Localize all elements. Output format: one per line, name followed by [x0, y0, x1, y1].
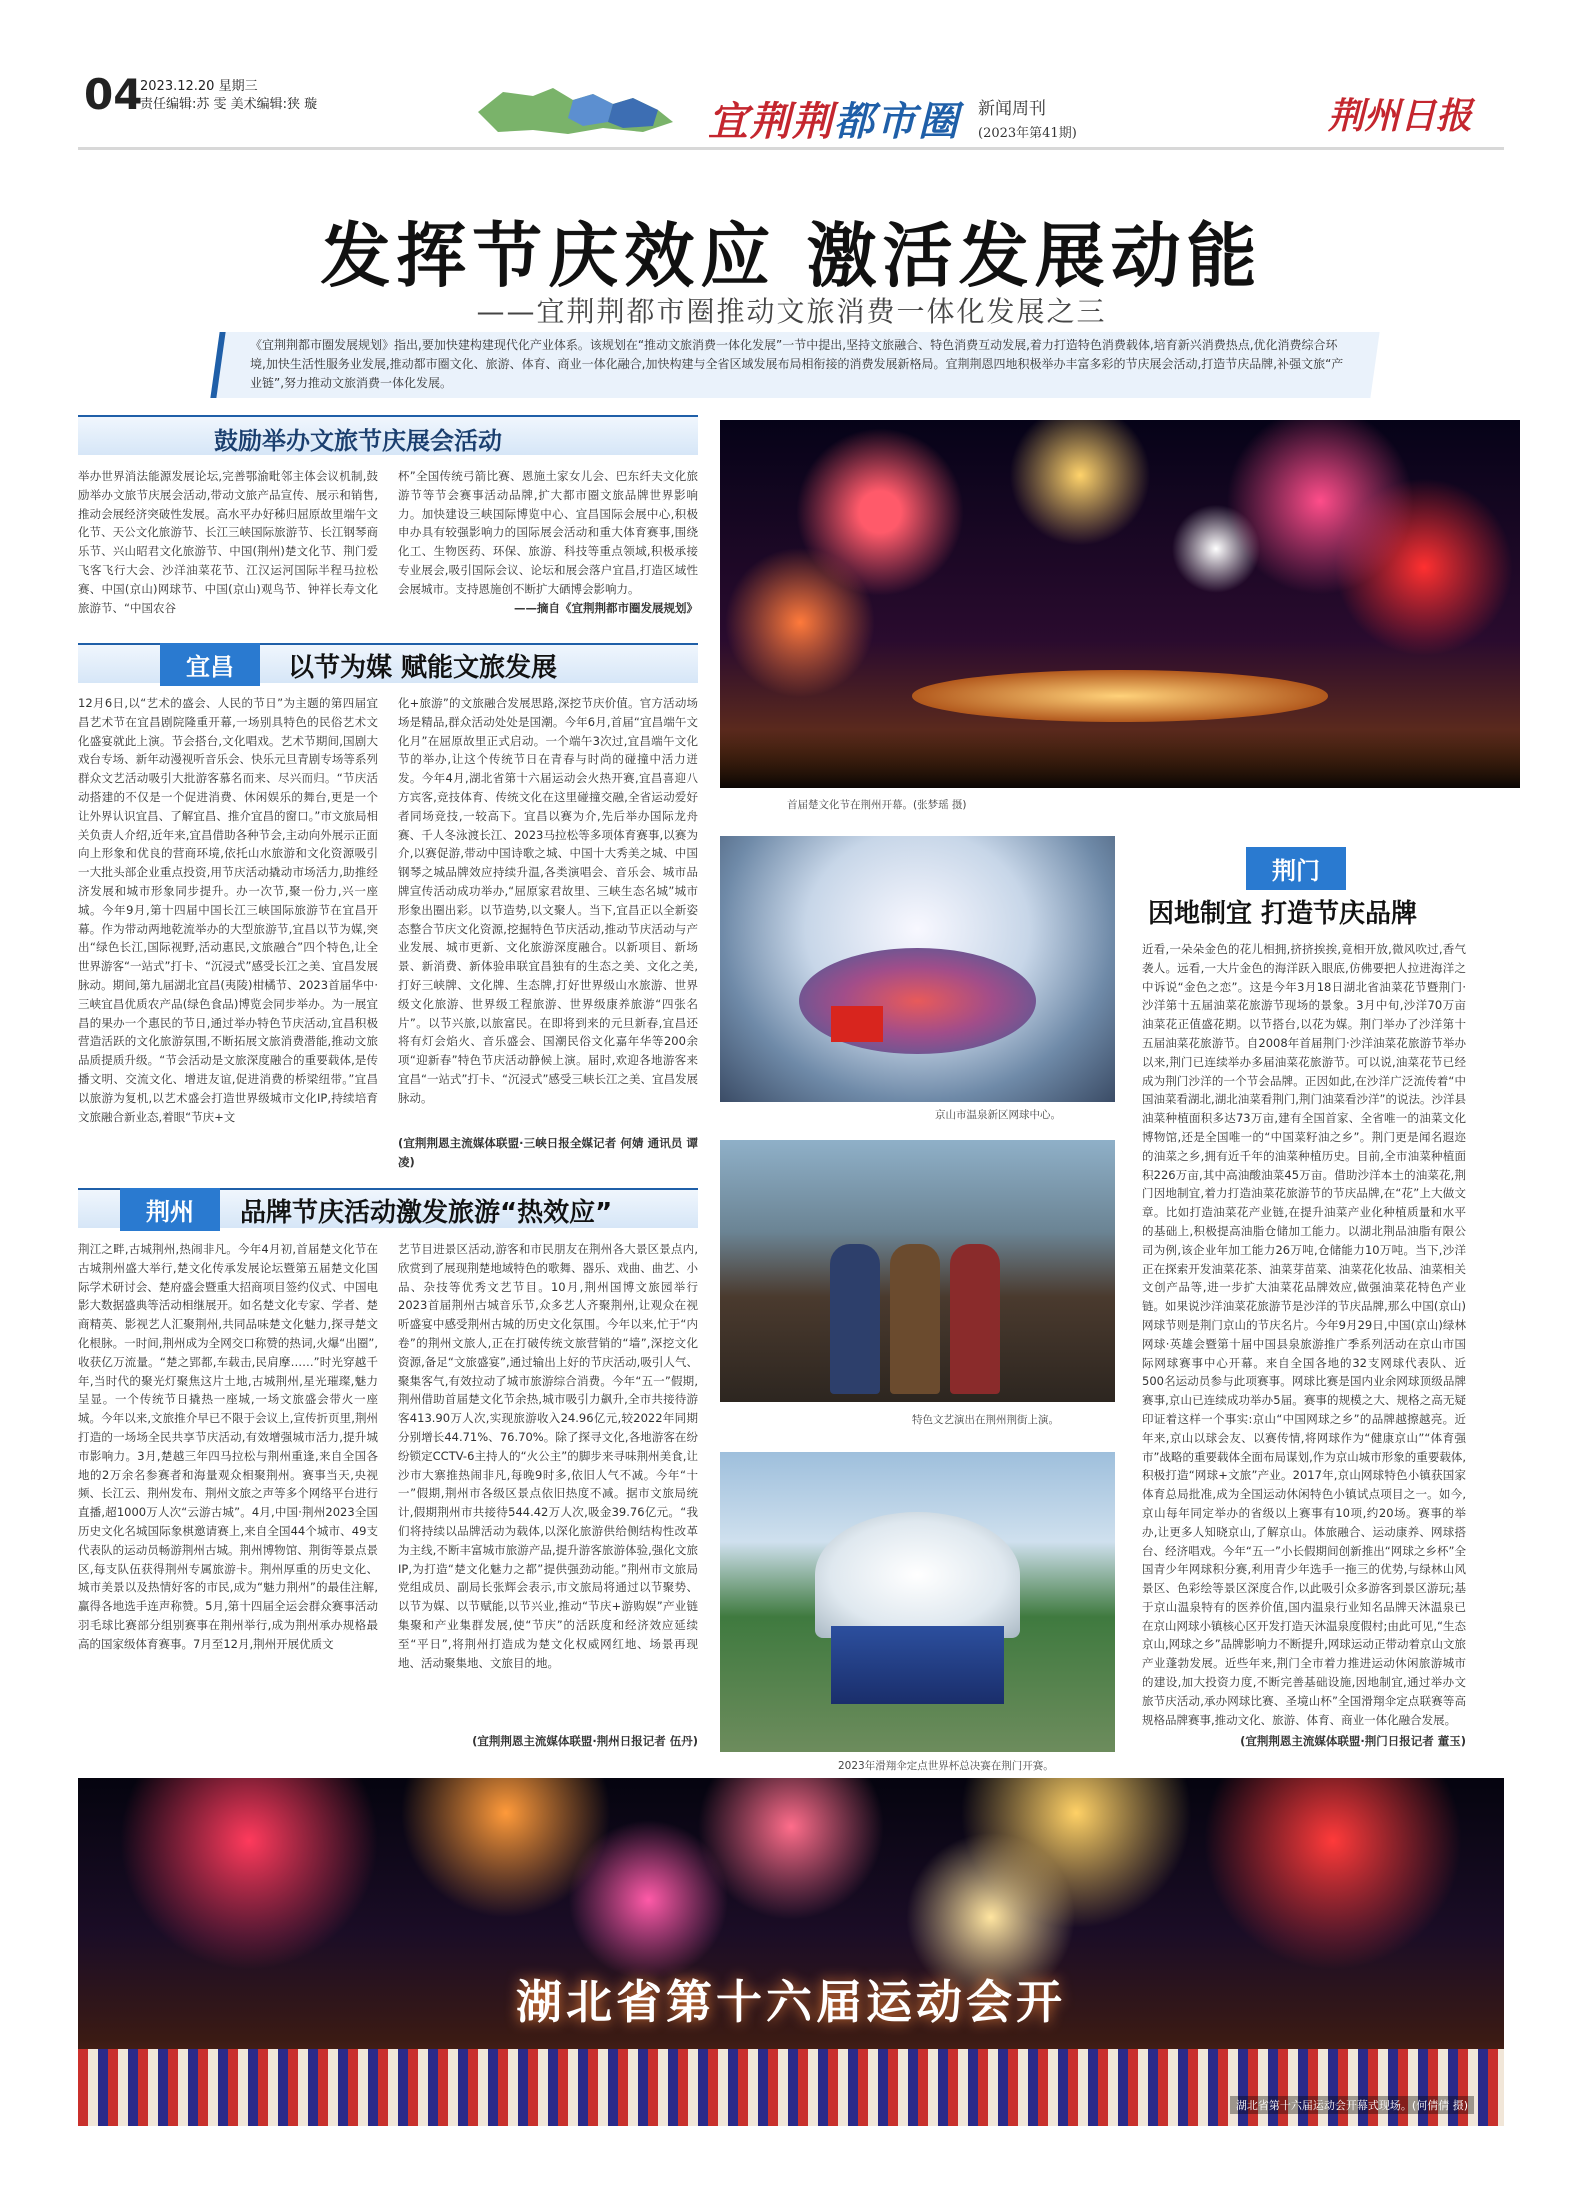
performer-figure — [890, 1244, 940, 1394]
games-banner-text: 湖北省第十六届运动会开 — [516, 1974, 1066, 2029]
jingmen-col: 近看,一朵朵金色的花儿相拥,挤挤挨挨,竟相开放,微风吹过,香气袭人。远看,一大片金色的海洋跃入眼底,仿佛要把人拉进海洋之中诉说“金色之恋”。这是今年3月18日湖北省油菜花节暨荆门·沙洋第十五届油菜花旅游节现场的景象。3月中旬,沙洋70万亩油菜花正值盛花期。以节搭台,以花为媒。荆门举办了沙洋第十五届油菜花旅游节。自2008年首届荆门·沙洋油菜花旅游节举办以来,荆门已连续举办多届油菜花旅游节。可以说,油菜花节已经成为荆门沙洋的一个节会品牌。正因如此,在沙洋广泛流传着“中国油菜看湖北,湖北油菜看荆门,荆门油菜看沙洋”的说法。沙洋县油菜种植面积多达73万亩,建有全国首家、全省唯一的油菜文化博物馆,还是全国唯一的“中国菜籽油之乡”。荆门更是闻名遐迩的油菜之乡,拥有近千年的油菜种植历史。目前,全市油菜种植面积226万亩,其中高油酸油菜45万亩。借助沙洋本土的油菜花,荆门因地制宜,着力打造油菜花旅游节的节庆品牌,在“花”上大做文章。比如打造油菜花产业链,在提升油菜产业化种植质量和水平的基础上,积极提高油脂仓储加工能力。以湖北荆品油脂有限公司为例,该企业年加工能力26万吨,仓储能力10万吨。当下,沙洋正在探索开发油菜花茶、油菜芽苗菜、油菜花化妆品、油菜相关文创产品等,进一步扩大油菜花品牌效应,做强油菜花特色产业链。如果说沙洋油菜花旅游节是沙洋的节庆品牌,那么中国(京山)网球节则是荆门京山的节庆名片。今年9月29日,中国(京山)绿林网球·英雄会暨第十届中国县泉旅游推广季系列活动在京山市国际网球赛事中心开幕。来自全国各地的32支网球代表队、近500名运动员参与此项赛事。网球比赛是国内业余网球顶级品牌赛事,京山已连续成功举办5届。赛事的规模之大、规格之高无疑印证着这样一个事实:京山“中国网球之乡”的品牌越擦越亮。近年来,京山以球会友、以赛传情,将网球作为“健康京山”“体育强市”战略的重要载体全面布局谋划,作为京山城市形象的重要载体,积极打造“网球+文旅”产业。2017年,京山网球特色小镇获国家体育总局批准,成为全国运动休闲特色小镇试点项目之一。如今,京山每年同定举办的省级以上赛事有10项,约20场。赛事的举办,让更多人知晓京山,了解京山。体旅融合、运动康养、网球搭台、经济唱戏。今年“五一”小长假期间创新推出“网球之乡杯”全国青少年网球积分赛,利用青少年选手一拖三的优势,与绿林山风景区、色彩绘等景区深度合作,以此吸引众多游客到景区游玩;基于京山温泉特有的医养价值,国内温泉行业知名品牌天沐温泉已在京山网球小镇核心区开发打造天沐温泉度假村;由此可见,“生态京山,网球之乡”品牌影响力不断提升,网球运动正带动着京山文旅产业蓬勃发展。近些年来,荆门全市着力推进运动休闲旅游城市的建设,加大投资力度,不断完善基础设施,因地制宜,通过举办文旅节庆活动,承办网球比赛、圣境山杯”全国滑翔伞定点联赛等高规格品牌赛事,推动文化、旅游、体育、商业一体化融合发展。 — [1142, 942, 1466, 1727]
brand-blue: 都市圈 — [834, 98, 960, 145]
photo-paragliding-final — [720, 1452, 1115, 1752]
newspaper-logo: 荆州日报 — [1328, 95, 1473, 137]
tag-jingmen: 荆门 — [1246, 847, 1346, 890]
date-line: 2023.12.20 星期三 — [140, 79, 258, 94]
region-map-icon — [473, 82, 683, 138]
caption-photo-1: 首届楚文化节在荆州开幕。(张梦瑶 摄) — [787, 799, 967, 811]
column-brand — [708, 90, 960, 147]
flag-icon — [831, 1006, 883, 1042]
sub-headline: ——宜荆荆都市圈推动文旅消费一体化发展之三 — [476, 295, 1107, 328]
event-stage — [831, 1626, 1005, 1704]
photo-chu-culture-festival — [720, 420, 1520, 788]
stage-glow — [912, 670, 1328, 722]
title-jingmen: 因地制宜 打造节庆品牌 — [1148, 899, 1418, 929]
title-yichang: 以节为媒 赋能文旅发展 — [288, 653, 558, 683]
editors-line: 责任编辑:苏 雯 美术编辑:狭 璇 — [140, 97, 318, 112]
intro-text: 《宜荆荆都市圈发展规划》指出,要加快建构建现代化产业体系。该规划在“推动文旅消费一体化发展”一节中提出,坚持文旅融合、特色消费互动发展,着力打造特色消费载体,培育新兴消费热点,优化消费综合环境,加快生活性服务业发展,推动都市圈文化、旅游、体育、商业一体化融合,加快构建与全省区域发展布局相衔接的消费发展新格局。宜荆荆恩四地积极举办丰富多彩的节庆展会活动,打造节庆品牌,补强文旅“产业链”,努力推动文旅消费一体化发展。 — [250, 338, 1344, 390]
photo-tennis-center — [720, 836, 1115, 1102]
plan-source: ——摘自《宜荆荆都市圈发展规划》 — [514, 601, 698, 615]
jingmen-byline: (宜荆荆恩主流媒体联盟·荆门日报记者 董玉) — [1240, 1734, 1466, 1748]
crowd-silhouette — [720, 729, 1520, 788]
yichang-col-2: 化+旅游”的文旅融合发展思路,深挖节庆价值。官方活动场场是精品,群众活动处处是国潮。今年6月,首届“宜昌端午文化月”在屈原故里正式启动。一个端午3次过,宜昌端午文化节的举办,让这个传统节日在青春与时尚的碰撞中活力迸发。今年4月,湖北省第十六届运动会火热开赛,宜昌喜迎八方宾客,竞技体育、传统文化在这里碰撞交融,全省运动爱好者同场竞技,一较高下。宜昌以赛为介,先后举办国际龙舟赛、千人冬泳渡长江、2023马拉松等多项体育赛事,以赛为介,以赛促游,带动中国诗歌之城、中国十大秀美之城、中国钢琴之城品牌效应持续升温,各类演唱会、音乐会、城市品牌宣传活动成功举办,“屈原家君故里、三峡生态名城”城市形象出圈出彩。以节造势,以文聚人。当下,宜昌正以全新姿态整合节庆文化资源,挖掘特色节庆活动,推动节庆活动与产业发展、城市更新、文化旅游深度融合。以新项目、新场景、新消费、新体验串联宜昌独有的生态之美、文化之美,打好三峡牌、文化牌、生态牌,打好世界级山水旅游、世界级文化旅游、世界级工程旅游、世界级康养旅游“四张名片”。以节兴旅,以旅富民。在即将到来的元旦新春,宜昌还将有灯会焰火、音乐盛会、国潮民俗文化嘉年华等200余项“迎新春”特色节庆活动静候上演。届时,欢迎各地游客来宜昌“一站式”打卡、“沉浸式”感受三峡长江之美、宜昌发展脉动。 — [398, 696, 698, 1105]
tag-jingzhou: 荆州 — [120, 1188, 220, 1231]
performer-figure — [830, 1244, 880, 1394]
athletes-crowd — [78, 2049, 1504, 2126]
main-headline: 发挥节庆效应 激活发展动能 — [320, 215, 1263, 297]
brand-red: 宜荆荆 — [708, 98, 834, 145]
jingzhou-col-1: 荆江之畔,古城荆州,热闹非凡。今年4月初,首届楚文化节在古城荆州盛大举行,楚文化传承发展论坛暨第五届楚文化国际学术研讨会、楚府盛会暨重大招商项目签约仪式、中国电影大数据盛典等活动相继展开。如名楚文化专家、学者、楚商精英、影视艺人汇聚荆州,共同品味楚文化魅力,探寻楚文化根脉。一时间,荆州成为全网交口称赞的热词,火爆“出圈”,收获亿万流量。“楚之郢都,车载击,民肩摩……”时光穿越千年,当时代的聚光灯聚焦这片土地,古城荆州,星光璀璨,魅力呈显。一个传统节日撬热一座城,一场文旅盛会带火一座城。今年以来,文旅推介早已不限于会议上,宣传折页里,荆州打造的一场场全民共享节庆活动,有效增强城市活力,提升城市影响力。3月,楚越三年四马拉松与荆州重逢,来自全国各地的2万余名参赛者和海量观众相聚荆州。赛事当天,央视频、长江云、荆州发布、荆州文旅之声等多个网络平台进行直播,超1000万人次“云游古城”。4月,中国·荆州2023全国历史文化名城国际象棋邀请赛上,来自全国44个城市、49支代表队的运动员畅游荆州古城。荆州博物馆、荆街等景点景区,每支队伍获得荆州专属旅游卡。荆州厚重的历史文化、城市美景以及热情好客的市民,成为“魅力荆州”的最佳注解,赢得各地选手连声称赞。5月,第十四届全运会群众赛事活动羽毛球比赛部分组别赛事在荆州举行,成为荆州承办规格最高的国家级体育赛事。7月至12月,荆州开展优质文 — [78, 1242, 378, 1651]
yichang-byline: (宜荆荆恩主流媒体联盟·三峡日报全媒记者 何婧 通讯员 谭凌) — [398, 1136, 698, 1169]
title-jingzhou: 品牌节庆活动激发旅游“热效应” — [240, 1198, 613, 1228]
caption-photo-3: 特色文艺演出在荆州荆街上演。 — [912, 1414, 1059, 1426]
photo-street-performance — [720, 1140, 1115, 1402]
plan-col-1: 举办世界消法能源发展论坛,完善鄂渝毗邻主体会议机制,鼓励举办文旅节庆展会活动,带动文旅产品宣传、展示和销售,推动会展经济突破性发展。高水平办好秭归屈原故里端午文化节、天公文化旅游节、长江三峡国际旅游节、长江钢琴商乐节、兴山昭君文化旅游节、中国(荆州)楚文化节、荆门爱飞客飞行大会、沙洋油菜花节、江汉运河国际半程马拉松赛、中国(京山)网球节、中国(京山)观鸟节、钟祥长寿文化旅游节、“中国农谷 — [78, 469, 378, 615]
tag-yichang: 宜昌 — [160, 643, 260, 686]
plan-col-2: 杯”全国传统弓箭比赛、恩施土家女儿会、巴东纤夫文化旅游节等节会赛事活动品牌,扩大都市圈文旅品牌世界影响力。加快建设三峡国际博览中心、宜昌国际会展中心,积极申办具有较强影响力的国际展会活动和重大体育赛事,围绕化工、生物医药、环保、旅游、科技等重点领域,积极承接专业展会,吸引国际会议、论坛和展会落户宜昌,打造区域性会展城市。支持恩施创不断扩大硒博会影响力。 — [398, 469, 698, 596]
weekly-label: 新闻周刊 — [978, 99, 1046, 119]
page-meta — [140, 78, 317, 114]
photo-provincial-games-opening — [78, 1778, 1504, 2126]
yichang-col-1: 12月6日,以“艺术的盛会、人民的节日”为主题的第四届宜昌艺术节在宜昌剧院隆重开幕,一场别具特色的民俗艺术文化盛宴就此上演。节会搭台,文化唱戏。艺术节期间,国剧大戏台专场、新年动漫视听音乐会、快乐元旦青剧专场等系列群众文艺活动吸引大批游客慕名而来、尽兴而归。“节庆活动搭建的不仅是一个促进消费、休闲娱乐的舞台,更是一个让外界认识宜昌、了解宜昌、推介宜昌的窗口。”市文旅局相关负责人介绍,近年来,宜昌借助各种节会,主动向外展示正面向上形象和优良的营商环境,依托山水旅游和文化资源吸引一大批头部企业重点投资,用节庆活动撬动市场活力,助推经济发展和城市形象同步提升。办一次节,聚一份力,兴一座城。今年9月,第十四届中国长江三峡国际旅游节在宜昌开幕。作为带动两地乾流举办的大型旅游节,宜昌以节为媒,突出“绿色长江,国际视野,活动惠民,文旅融合”四个特色,让全世界游客“一站式”打卡、“沉浸式”感受长江之美、宜昌发展脉动。期间,第九届湖北宜昌(夷陵)柑橘节、2023首届华中·三峡宜昌优质农产品(绿色食品)博览会同步举办。为一展宜昌的果办一个惠民的节日,通过举办特色节庆活动,宜昌积极营造活跃的文化旅游氛围,不断拓展文旅消费潜能,推动文旅品质提质升级。“节会活动是文旅深度融合的重要载体,是传播文明、交流文化、增进友谊,促进消费的桥梁纽带。”宜昌以旅游为复机,以艺术盛会打造世界级城市文化IP,持续培育文旅融合新业态,着眼“节庆+文 — [78, 696, 378, 1124]
jingzhou-col-2: 艺节目进景区活动,游客和市民朋友在荆州各大景区景点内,欣赏到了展现荆楚地域特色的歌舞、器乐、戏曲、曲艺、小品、杂技等优秀文艺节目。10月,荆州国博文旅园举行2023首届荆州古城音乐节,众多艺人齐聚荆州,让观众在视听盛宴中感受荆州古城的历史文化氛围。今年以来,忙于“内卷”的荆州文旅人,正在打破传统文旅营销的“墙”,深挖文化资源,备足“文旅盛宴”,通过输出上好的节庆活动,吸引人气、聚集客气,有效拉动了城市旅游综合消费。今年“五一”假期,荆州借助首届楚文化节余热,城市吸引力飙升,全市共接待游客413.90万人次,实现旅游收入24.96亿元,较2022年同期分别增长44.71%、76.70%。除了探寻文化,各地游客在纷纷锁定CCTV-6主持人的“火公主”的脚步来寻味荆州美食,让沙市大寨推热闹非凡,每晚9时多,依旧人气不减。今年“十一”假期,荆州市各级区景点依旧热度不减。据市文旅局统计,假期荆州市共接待544.42万人次,吸金39.76亿元。“我们将持续以品牌活动为载体,以深化旅游供给侧结构性改革为主线,不断丰富城市旅游产品,提升游客旅游体验,强化文旅IP,为打造“楚文化魅力之都”提供强劲动能。”荆州市文旅局党组成员、副局长张辉会表示,市文旅局将通过以节聚势、以节为媒、以节赋能,以节兴业,推动“节庆+游购娱”产业链集聚和产业集群发展,使“节庆”的活跃度和经济效应延续至“平日”,将荆州打造成为楚文化权威网红地、场景再现地、活动聚集地、文旅目的地。 — [398, 1242, 698, 1670]
stadium-dome — [815, 1512, 1020, 1638]
caption-photo-4: 2023年滑翔伞定点世界杯总决赛在荆门开赛。 — [838, 1760, 1054, 1772]
page-number: 04 — [84, 70, 143, 119]
page-header — [78, 70, 1504, 150]
caption-bottom-photo: 湖北省第十六届运动会开幕式现场。(何倩倩 摄) — [1230, 2096, 1474, 2114]
performer-figure — [950, 1244, 1000, 1394]
caption-photo-2: 京山市温泉新区网球中心。 — [935, 1109, 1061, 1121]
jingzhou-byline: (宜荆荆恩主流媒体联盟·荆州日报记者 伍丹) — [472, 1734, 698, 1748]
section-title-plan: 鼓励举办文旅节庆展会活动 — [214, 427, 502, 455]
issue-label: (2023年第41期) — [978, 126, 1077, 141]
